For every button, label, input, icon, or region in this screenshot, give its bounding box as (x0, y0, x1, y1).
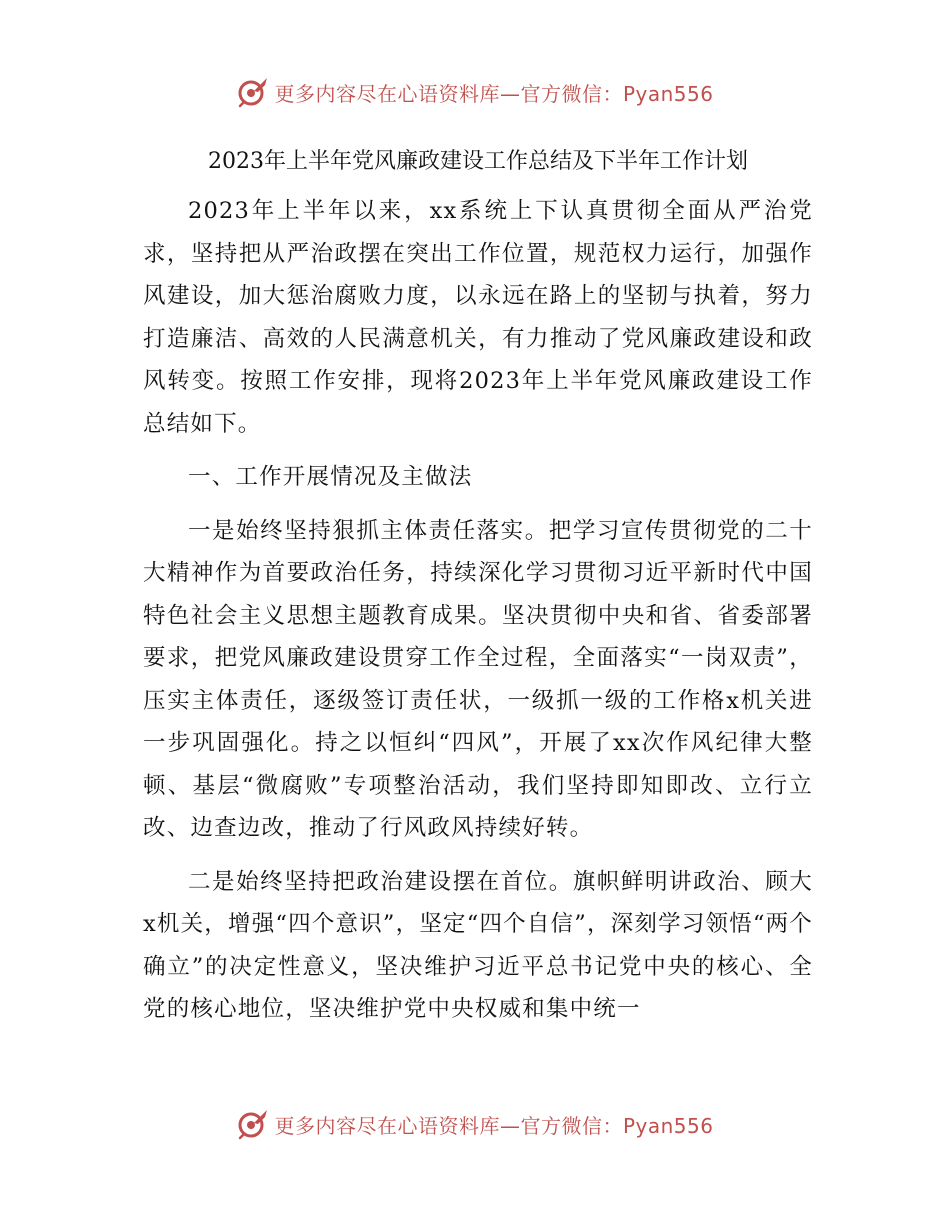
watermark-text: 更多内容尽在心语资料库—官方微信：Pyan556 (274, 81, 714, 106)
watermark-banner-top (0, 72, 950, 112)
document-body (143, 138, 813, 1042)
intro-paragraph: 2023年上半年以来，xx系统上下认真贯彻全面从严治党求，坚持把从严治政摆在突出工作位置，规范权力运行，加强作风建设，加大惩治腐败力度，以永远在路上的坚韧与执着，努力打造廉洁、高效的人民满意机关，有力推动了党风廉政建设和政风转变。按照工作安排，现将2023年上半年党风廉政建设工作总结如下。 (143, 198, 813, 437)
paragraph-point-1: 一是始终坚持狠抓主体责任落实。把学习宣传贯彻党的二十大精神作为首要政治任务，持续深化学习贯彻习近平新时代中国特色社会主义思想主题教育成果。坚决贯彻中央和省、省委部署要求，把党风廉政建设贯穿工作全过程，全面落实“一岗双责”，压实主体责任，逐级签订责任状，一级抓一级的工作格x机关进一步巩固强化。持之以恒纠“四风”，开展了xx次作风纪律大整顿、基层“微腐败”专项整治活动，我们坚持即知即改、立行立改、边查边改，推动了行风政风持续好转。 (143, 517, 813, 841)
section-heading: 一、工作开展情况及主做法 (188, 464, 473, 490)
document-title: 2023年上半年党风廉政建设工作总结及下半年工作计划 (208, 149, 748, 174)
paragraph-point-2: 二是始终坚持把政治建设摆在首位。旗帜鲜明讲政治、顾大x机关，增强“四个意识”，坚定“四个自信”，深刻学习领悟“两个确立”的决定性意义，坚决维护习近平总书记党中央的核心、全党的核心地位，坚决维护党中央权威和集中统一 (143, 868, 813, 1022)
watermark-banner-bottom (0, 1104, 950, 1144)
watermark-text: 更多内容尽在心语资料库—官方微信：Pyan556 (274, 1113, 714, 1138)
quill-logo-icon (236, 1107, 270, 1141)
quill-logo-icon (236, 75, 270, 109)
